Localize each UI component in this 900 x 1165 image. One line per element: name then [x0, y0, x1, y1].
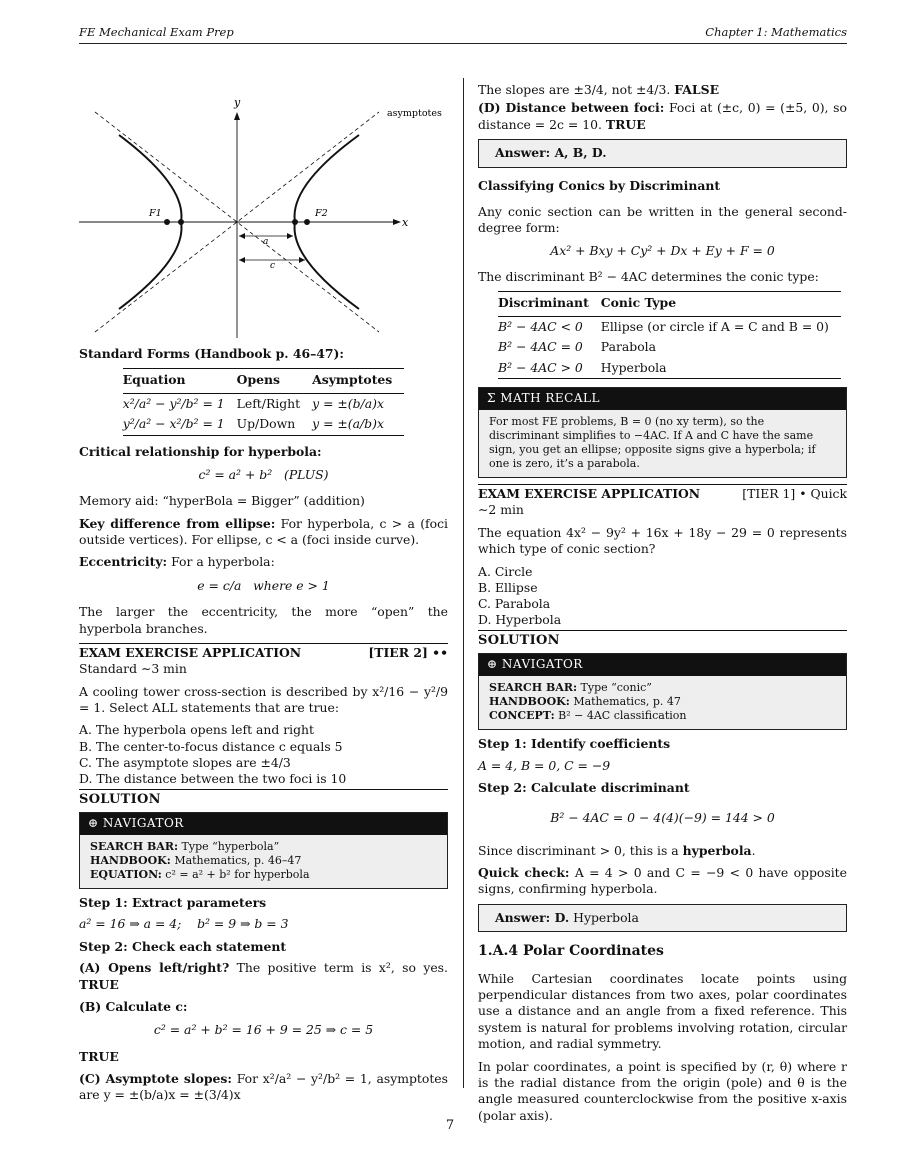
eccentricity-text: For a hyperbola:: [171, 554, 275, 570]
equation-value: c² = a² + b² for hyperbola: [165, 868, 310, 882]
answer-label: Answer: D.: [495, 909, 570, 925]
exercise-subtitle: ∼2 min: [478, 502, 524, 518]
eccentricity-label: Eccentricity:: [79, 554, 168, 570]
table-row: [123, 414, 405, 435]
navigator-title: ⊕ NAVIGATOR: [80, 813, 447, 835]
statement-a-label: (A) Opens left/right?: [79, 960, 230, 976]
exercise-title: [79, 643, 448, 661]
concept-value: B² − 4AC classification: [558, 709, 687, 723]
table-header-row: [498, 292, 841, 316]
c-label: c: [270, 261, 276, 271]
option-item: D. The distance between the two foci is 10: [79, 770, 347, 786]
exercise-title-text: EXAM EXERCISE APPLICATION: [478, 486, 701, 502]
discriminant-table: [498, 291, 841, 379]
step2-heading: Step 2: Calculate discriminant: [478, 779, 690, 795]
table-row: [498, 316, 841, 337]
concept-label: CONCEPT:: [489, 709, 555, 723]
slopes-verdict: FALSE: [674, 82, 720, 97]
statement-d-text: Foci at (±c, 0) = (±5, 0), so distance = 2c = 10.: [478, 100, 847, 132]
table-header: Opens: [237, 369, 312, 393]
critical-equation: c² = a² + b² (PLUS): [198, 466, 329, 482]
navigator-title: ⊕ NAVIGATOR: [479, 654, 846, 676]
exercise-title: [478, 484, 847, 502]
quick-check-text: A = 4 > 0 and C = −9 < 0 have opposite signs, confirming hyperbola.: [478, 865, 847, 897]
vertex-left: [178, 219, 184, 225]
statement-d: [478, 100, 847, 133]
table-cell: y = ±(a/b)x: [312, 414, 404, 435]
polar-paragraph-1: While Cartesian coordinates locate points using perpendicular distances from two axes, polar coordinates use a distance and an angle from a fixed reference. This system is natural for problems involving rotation, circular motion, and radial symmetry.: [478, 970, 847, 1052]
step2-equation: B² − 4AC = 0 − 4(4)(−9) = 144 > 0: [550, 810, 775, 826]
eccentricity: [79, 554, 448, 570]
search-bar-label: SEARCH BAR:: [90, 839, 179, 853]
header-left: FE Mechanical Exam Prep: [79, 25, 234, 39]
table-cell: Up/Down: [237, 414, 312, 435]
step2-heading: Step 2: Check each statement: [79, 938, 287, 954]
column-divider: [463, 78, 464, 1088]
vertex-right: [292, 219, 298, 225]
classify-text: Any conic section can be written in the general second-degree form:: [478, 203, 847, 236]
table-header: Asymptotes: [312, 369, 404, 393]
navigator-body: [80, 835, 447, 888]
handbook-value: Mathematics, p. 47: [573, 695, 681, 709]
classify-heading: Classifying Conics by Discriminant: [478, 177, 721, 193]
memory-aid: Memory aid: “hyperBola = Bigger” (addition): [79, 493, 365, 509]
option-item: B. Ellipse: [478, 579, 538, 595]
dim-arrow: [239, 233, 245, 239]
handbook-value: Mathematics, p. 46–47: [174, 853, 302, 867]
step1-equation: A = 4, B = 0, C = −9: [478, 757, 611, 773]
table-cell: y = ±(b/a)x: [312, 395, 384, 411]
statement-a: [79, 960, 448, 993]
table-cell: Left/Right: [236, 395, 301, 411]
eccentricity-equation: e = c/a where e > 1: [197, 577, 330, 593]
exercise-prompt: The equation 4x² − 9y² + 16x + 18y − 29 = 0 represents which type of conic section?: [478, 524, 847, 557]
focus-left: [164, 219, 170, 225]
table-header: Conic Type: [601, 292, 841, 316]
step1-heading: Step 1: Extract parameters: [79, 895, 267, 911]
statement-b-label: (B) Calculate c:: [79, 998, 188, 1014]
critical-heading: Critical relationship for hyperbola:: [79, 443, 322, 459]
step1-equation: a² = 16 ⇒ a = 4; b² = 9 ⇒ b = 3: [79, 916, 289, 932]
exercise-tier: [TIER 1] • Quick: [742, 486, 847, 502]
key-difference: [79, 516, 448, 549]
statement-c: [79, 1071, 448, 1104]
math-recall-title: Σ MATH RECALL: [479, 388, 846, 410]
table-cell: Ellipse (or circle if A = C and B = 0): [600, 318, 829, 334]
search-bar-value: Type “conic”: [580, 681, 652, 694]
section-title: 1.A.4 Polar Coordinates: [478, 943, 664, 960]
navigator-box: [478, 653, 847, 730]
statement-d-verdict: TRUE: [605, 116, 646, 132]
since-text-a: Since discriminant > 0, this is a: [478, 842, 679, 858]
handbook-label: HANDBOOK:: [90, 853, 171, 867]
exercise-subtitle: Standard ∼3 min: [79, 661, 187, 677]
step1-heading: Step 1: Identify coefficients: [478, 736, 671, 752]
option-item: C. The asymptote slopes are ±4/3: [79, 754, 291, 770]
since-text-b: hyperbola: [682, 842, 752, 858]
table-header-row: [123, 369, 405, 393]
table-cell: B² − 4AC = 0: [498, 339, 583, 355]
math-recall-body: For most FE problems, B = 0 (no xy term), so the discriminant simplifies to −4AC. If A and C have the same sign, you get an ellipse; opposite signs give a hyperbola; if one is zero, it’s a parabola.: [479, 410, 846, 477]
statement-d-label: (D) Distance between foci:: [478, 100, 665, 116]
navigator-body: [479, 676, 846, 729]
table-row: [123, 393, 405, 414]
discriminant-text: The discriminant B² − 4AC determines the conic type:: [478, 269, 819, 284]
header-rule: [79, 43, 847, 44]
option-item: C. Parabola: [478, 595, 551, 611]
larger-eccentricity-text: The larger the eccentricity, the more “open” the hyperbola branches.: [79, 604, 448, 636]
option-item: A. The hyperbola opens left and right: [79, 722, 315, 738]
key-difference-label: Key difference from ellipse:: [79, 515, 276, 531]
table-row: [498, 337, 841, 357]
since-text-c: .: [751, 842, 756, 858]
quick-check: [478, 865, 847, 898]
x-axis-arrow: [393, 219, 401, 225]
table-cell: Parabola: [600, 339, 657, 355]
exercise-tier: [TIER 2] ••: [368, 644, 448, 660]
slopes-line: [478, 82, 847, 98]
a-label: a: [263, 237, 269, 247]
statement-a-verdict: TRUE: [79, 976, 119, 992]
left-column: [79, 80, 448, 1110]
dim-arrow: [287, 233, 293, 239]
equation-label: EQUATION:: [90, 868, 162, 882]
search-bar-label: SEARCH BAR:: [489, 681, 578, 694]
table-row: [498, 358, 841, 379]
solution-label: SOLUTION: [79, 789, 448, 808]
table-cell: y²/a² − x²/b² = 1: [123, 414, 237, 435]
navigator-box: [79, 812, 448, 889]
statement-a-text: The positive term is x², so yes.: [236, 960, 448, 976]
header-right: Chapter 1: Mathematics: [705, 25, 847, 39]
since-text: [478, 843, 847, 859]
standard-forms-heading: Standard Forms (Handbook p. 46–47):: [79, 346, 344, 361]
focus-left-label: F1: [149, 208, 162, 219]
y-axis-arrow: [234, 112, 240, 120]
hyperbola-figure: [79, 80, 448, 342]
table-header: Equation: [123, 369, 237, 393]
key-difference-text: For hyperbola, c > a (foci outside vertices). For ellipse, c < a (foci inside curve).: [79, 515, 448, 547]
exercise-title-text: EXAM EXERCISE APPLICATION: [79, 644, 302, 660]
option-item: D. Hyperbola: [478, 611, 562, 627]
answer-box: [478, 904, 847, 932]
answer-box: Answer: A, B, D.: [478, 139, 847, 167]
math-recall-box: [478, 387, 847, 478]
slopes-text: The slopes are ±3/4, not ±4/3.: [478, 82, 671, 97]
statement-c-label: (C) Asymptote slopes:: [79, 1071, 232, 1087]
x-axis-label: x: [402, 216, 409, 229]
page-number: 7: [445, 1118, 455, 1133]
option-item: B. The center-to-focus distance c equals 5: [79, 738, 343, 754]
standard-forms-table: [123, 368, 405, 435]
statement-c-text: For x²/a² − y²/b² = 1, asymptotes are y = ±(b/a)x = ±(3/4)x: [79, 1071, 448, 1103]
statement-b-verdict: TRUE: [79, 1048, 119, 1064]
answer-text: Hyperbola: [573, 909, 639, 925]
focus-right-label: F2: [315, 208, 328, 219]
table-cell: B² − 4AC < 0: [498, 318, 583, 334]
y-axis-label: y: [234, 96, 241, 109]
asymptotes-label: asymptotes: [387, 108, 442, 119]
exercise-options: [478, 564, 847, 629]
quick-check-label: Quick check:: [478, 865, 570, 881]
dim-arrow: [239, 257, 245, 263]
polar-paragraph-2: In polar coordinates, a point is specified by (r, θ) where r is the radial distance from the origin (pole) and θ is the angle measured counterclockwise from the positive x-axis (polar axis).: [478, 1058, 847, 1123]
option-item: A. Circle: [478, 563, 533, 579]
table-header: Discriminant: [498, 292, 601, 316]
statement-b-equation: c² = a² + b² = 16 + 9 = 25 ⇒ c = 5: [153, 1022, 374, 1038]
exercise-prompt: A cooling tower cross-section is described by x²/16 − y²/9 = 1. Select ALL statements that are true:: [79, 683, 448, 715]
dim-arrow: [299, 257, 305, 263]
handbook-label: HANDBOOK:: [489, 695, 570, 709]
right-column: [478, 82, 847, 1130]
exercise-options: [79, 722, 448, 787]
focus-right: [304, 219, 310, 225]
table-cell: x²/a² − y²/b² = 1: [122, 395, 225, 411]
general-equation: Ax² + Bxy + Cy² + Dx + Ey + F = 0: [550, 242, 775, 258]
table-cell: Hyperbola: [601, 358, 841, 379]
table-cell: B² − 4AC > 0: [498, 358, 601, 379]
solution-label: SOLUTION: [478, 630, 847, 649]
search-bar-value: Type “hyperbola”: [181, 839, 280, 853]
